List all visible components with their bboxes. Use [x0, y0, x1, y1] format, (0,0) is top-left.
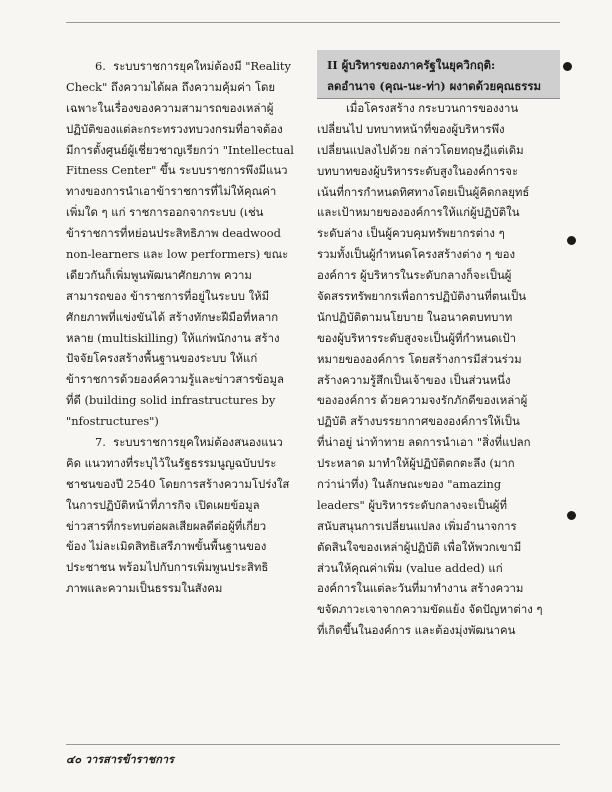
text-line: หลาย (multiskilling) ให้แก่พนักงาน สร้าง [66, 330, 280, 345]
text-line: หมายขององค์การ โดยสร้างการมีส่วนร่วม [317, 351, 522, 366]
text-line: จัดสรรทรัพยากรเพื่อการปฏิบัติงานที่ตนเป็น [317, 289, 526, 304]
section-header-line-2: ลดอำนาจ (คุณ-นะ-ท่า) ผงาดด้วยคุณธรรม [327, 79, 542, 93]
page-number: ๔๐ [66, 753, 82, 766]
text-line: เดียวกันก็เพิ่มพูนพัฒนาศักยภาพ ความ [66, 267, 252, 282]
text-line: สามารถของ ข้าราชการที่อยู่ในระบบ ให้มี [66, 288, 270, 303]
text-line: ตัดสินใจของเหล่าผู้ปฏิบัติ เพื่อให้พวกเขามี [317, 539, 522, 554]
text-line: ศักยภาพที่แข่งขันได้ สร้างทักษะฝีมือที่หลาก [66, 309, 279, 324]
text-line: non-learners และ low performers) ขณะ [66, 247, 289, 262]
text-line: ที่น่าอยู่ น่าท้าทาย ลดการนำเอา "สิ่งที่แปลก [317, 435, 531, 450]
text-line: ชาชนของปี 2540 โดยการสร้างความโปร่งใส [66, 476, 290, 491]
text-line: leaders" ผู้บริหารระดับกลางจะเป็นผู้ที่ [317, 497, 507, 512]
top-rule [66, 22, 560, 23]
text-line: เปลี่ยนไป บทบาทหน้าที่ของผู้บริหารพึง [317, 121, 505, 136]
text-line: คิด แนวทางที่ระบุไว้ในรัฐธรรมนูญฉบับประ [66, 455, 277, 470]
text-line: ที่เกิดขึ้นในองค์การ และต้องมุ่งพัฒนาคน [317, 623, 516, 638]
text-line: กว่าน่าทึ่ง) ในลักษณะของ "amazing [317, 477, 502, 492]
text-line: ข่าวสารที่กระทบต่อผลเสียผลดีต่อผู้ที่เกี่ยว [66, 518, 267, 533]
text-line: ปฏิบัติ สร้างบรรยากาศขององค์การให้เป็น [317, 414, 520, 429]
text-line: ในการปฏิบัติหน้าที่ภารกิจ เปิดเผยข้อมูล [66, 497, 260, 512]
text-line: เมื่อโครงสร้าง กระบวนการของงาน [317, 101, 519, 115]
text-line: เน้นที่การกำหนดทิศทางโดยเป็นผู้คิดกลยุทธ์ [317, 184, 530, 199]
text-line: ภาพและความเป็นธรรมในสังคม [66, 581, 223, 596]
text-line: และเป้าหมายขององค์การให้แก่ผู้ปฏิบัติใน [317, 205, 520, 220]
text-line: เปลี่ยนแปลงไปด้วย กล่าวโดยทฤษฎีแต่เดิม [317, 142, 524, 157]
text-line: บทบาทของผู้บริหารระดับสูงในองค์การจะ [317, 163, 519, 178]
text-line: ส่วนให้คุณค่าเพิ่ม (value added) แก่ [317, 560, 503, 575]
text-line: มีการตั้งศูนย์ผู้เชี่ยวชาญเรียกว่า "Intellectual [66, 142, 294, 157]
journal-name: วารสารข้าราชการ [84, 753, 174, 766]
text-line: ข้อง ไม่ละเมิดสิทธิเสรีภาพขั้นพื้นฐานของ [66, 539, 267, 554]
text-line: นักปฏิบัติตามนโยบาย ในอนาคตบทบาท [317, 309, 513, 324]
text-line: สร้างความรู้สึกเป็นเจ้าของ เป็นส่วนหนึ่ง [317, 372, 511, 387]
text-line: ทางของการนำเอาข้าราชการที่ไม่ให้คุณค่า [66, 184, 277, 199]
text-line: องค์การในแต่ละวันที่มาทำงาน สร้างความ [317, 581, 524, 596]
text-line: ประหลาด มาทำให้ผู้ปฏิบัติตกตะลึง (มาก [317, 456, 515, 471]
text-line: ปฏิบัติของแต่ละกระทรวงทบวงกรมที่อาจต้อง [66, 121, 283, 136]
text-line: ข้าราชการที่หย่อนประสิทธิภาพ deadwood [66, 226, 281, 241]
text-line: สนับสนุนการเปลี่ยนแปลง เพิ่มอำนาจการ [317, 518, 517, 533]
text-line: 6. ระบบราชการยุคใหม่ต้องมี "Reality [66, 59, 291, 73]
punch-hole-mark [567, 511, 576, 520]
text-line: ข้าราชการด้วยองค์ความรู้และข่าวสารข้อมูล [66, 372, 284, 387]
text-line: ประชาชน พร้อมไปกับการเพิ่มพูนประสิทธิ [66, 560, 269, 575]
page-footer [66, 750, 174, 768]
punch-hole-mark [567, 236, 576, 245]
text-line: ของผู้บริหารระดับสูงจะเป็นผู้ที่กำหนดเป้า [317, 330, 517, 345]
bottom-rule [66, 744, 560, 745]
section-header-line-1: II ผู้บริหารของภาครัฐในยุควิกฤติ: [327, 58, 496, 72]
text-line: ขององค์การ ด้วยความจงรักภักดีของเหล่าผู้ [317, 393, 528, 408]
text-line: เฉพาะในเรื่องของความสามารถของเหล่าผู้ [66, 100, 274, 115]
punch-hole-mark [563, 62, 572, 71]
text-line: ขจัดภาวะเจาจากความขัดแย้ง จัดปัญหาต่าง ๆ [317, 602, 543, 617]
text-line: ระดับล่าง เป็นผู้ควบคุมทรัพยากรต่าง ๆ [317, 226, 505, 241]
text-line: Check" ถึงความได้ผล ถึงความคุ้มค่า โดย [66, 79, 276, 94]
text-line: ที่ดี (building solid infrastructures by [66, 393, 276, 408]
section-header-box [317, 50, 560, 99]
text-line: เพิ่มใด ๆ แก่ ราชการออกจากระบบ (เช่น [66, 205, 264, 220]
text-line: ปัจจัยโครงสร้างพื้นฐานของระบบ ให้แก่ [66, 351, 258, 366]
left-column [66, 56, 302, 599]
text-line: Fitness Center" ขึ้น ระบบราชการพึงมีแนว [66, 163, 288, 178]
text-line: 7. ระบบราชการยุคใหม่ต้องสนองแนว [66, 435, 283, 450]
text-line: รวมทั้งเป็นผู้กำหนดโครงสร้างต่าง ๆ ของ [317, 247, 516, 262]
text-line: "nfostructures") [66, 414, 159, 429]
right-column [317, 98, 560, 641]
text-line: องค์การ ผู้บริหารในระดับกลางก็จะเป็นผู้ [317, 268, 512, 283]
